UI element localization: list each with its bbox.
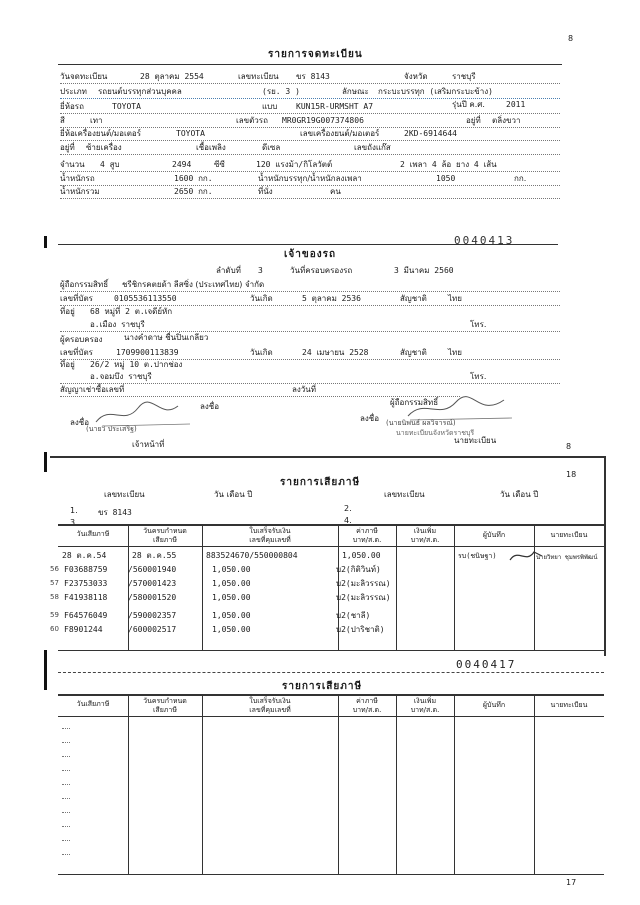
dotted-line [60,113,560,114]
dotted-line [60,154,560,155]
tax-hdr-date-1: วัน เดือน ปี [214,490,253,499]
fuel-value: ดีเซล [262,143,281,152]
dotted-line [60,185,560,186]
dotted-line [60,171,560,172]
registrar-label: นายทะเบียน [454,436,497,445]
reg-number-label: เลขทะเบียน [238,72,279,81]
dotted-line [60,305,560,306]
phone2-label: โทร. [470,372,487,381]
document-serial-number-2: 0040417 [456,658,517,671]
model-year-value: 2011 [506,100,526,109]
scan-edge-mark [44,452,47,472]
address-value: 68 หมู่ที่ 2 ต.เจดีย์หัก [90,307,173,316]
officer-label: เจ้าหน้าที่ [132,440,165,449]
hire-purchase-date-label: ลงวันที่ [292,385,317,394]
col-registrar-header-2: นายทะเบียน [550,701,588,709]
rule [58,524,604,526]
tax-date-cell: F23753033 [64,579,108,588]
cylinder-value: 4 สูบ [100,160,120,169]
page-bottom-number: 17 [566,878,577,887]
load-weight-unit: กก. [514,174,527,183]
empty-row-marker [62,840,70,841]
tax-amount-cell: 1,050.00 [342,551,381,560]
tax-hdr-date-2: วัน เดือน ปี [500,490,539,499]
col-tax-date-header: วันเสียภาษี [76,530,110,538]
dotted-line [60,383,560,384]
reg-date-value: 28 ตุลาคม 2554 [140,72,204,81]
rule [202,524,203,650]
rule [534,524,535,650]
receipt-cell: 1,050.00 [212,593,251,602]
due-date-cell: /590002357 [128,611,177,620]
birth-date2-label: วันเกิด [250,348,273,357]
tax-date-cell: F41938118 [64,593,108,602]
due-date-cell: /580001520 [128,593,177,602]
tax-amount-cell: บ2(มะลิวรรณ) [336,593,391,602]
rule [604,456,606,656]
phone-label: โทร. [470,320,487,329]
dotted-line [60,140,560,141]
due-date-cell: /560001940 [128,565,177,574]
due-date-cell: /570001423 [128,579,177,588]
possession-date-value: 3 มีนาคม 2560 [394,266,454,275]
rule [58,244,558,245]
tax-date-cell: 28 ต.ค.54 [62,551,107,560]
dotted-line [60,291,560,292]
nationality2-value: ไทย [448,348,462,357]
reg-date-label: วันจดทะเบียน [60,72,108,81]
receipt-cell: 1,050.00 [212,611,251,620]
registrar-title-text: นายทะเบียนจังหวัดราชบุรี [396,429,475,437]
vin-location-value: ตลิ่งขวา [492,116,521,125]
characteristic-value: กระบะบรรทุก (เสริมกระบะข้าง) [378,87,493,96]
dotted-line [60,331,560,332]
empty-row-marker [62,728,70,729]
seats-unit: คน [330,187,341,196]
due-date-cell: /600002517 [128,625,177,634]
receipt-cell: 1,050.00 [212,625,251,634]
registrar-cell: นายวิทยา ชุมพรพิพัฒน์ [536,554,598,561]
vehicle-class-value: (รย. 3 ) [262,87,300,96]
seats-label: ที่นั่ง [258,187,273,196]
col-tax-date-header-2: วันเสียภาษี [76,700,110,708]
card-number2-label: เลขที่บัตร [60,348,93,357]
rule [58,672,604,673]
color-label: สี [60,116,65,125]
row-year: 58 [50,593,59,601]
rule [58,64,562,65]
empty-row-marker [62,742,70,743]
row-year: 60 [50,625,59,633]
sequence-value: 3 [258,266,263,275]
address3-value: 26/2 หมู่ 10 ต.ปากช่อง [90,360,183,369]
axle-value: 2 เพลา 4 ล้อ ยาง 4 เส้น [400,160,497,169]
nationality2-label: สัญชาติ [400,348,427,357]
model-label: แบบ [262,102,278,111]
engine-brand-value: TOYOTA [176,129,205,138]
province-value: ราชบุรี [452,72,476,81]
engine-number-value: 2KD-6914644 [404,129,457,138]
color-value: เทา [90,116,103,125]
empty-row-marker [62,826,70,827]
vehicle-type-value: รถยนต์บรรทุกส่วนบุคคล [98,87,182,96]
tax-title-2: รายการเสียภาษี [282,681,363,692]
engine-brand-label: ยี่ห้อเครื่องยนต์/มอเตอร์ [60,129,142,138]
rule [58,716,604,717]
tax-amount-cell: บ2(กิติวินท์) [336,565,381,574]
engine-location-value: ซ้ายเครื่อง [86,143,122,152]
col-extra-header: เงินเพิ่ม บาท/ส.ต. [410,527,440,544]
registration-title: รายการจดทะเบียน [268,49,363,60]
vin-value: MR0GR19G007374806 [282,116,364,125]
total-weight-value: 2650 กก. [174,187,213,196]
sequence-label: ลำดับที่ [216,266,241,275]
row-year: 57 [50,579,59,587]
vehicle-weight-value: 1600 กก. [174,174,213,183]
registrar-name: (นายนิพนธ์ ผลวิจารณ์) [386,419,456,427]
col-extra-header-2: เงินเพิ่ม บาท/ส.ต. [410,697,440,714]
rule [454,524,455,650]
col-receipt-header: ใบเสร็จรับเงิน เลขที่คุมเลขที่ [249,527,291,544]
birth-date-value: 5 ตุลาคม 2536 [302,294,361,303]
rule [396,524,397,650]
possessor-label: ผู้ครอบครอง [60,335,103,344]
tax-amount-cell: บ2(ปาริชาติ) [336,625,385,634]
recorder-cell: รบ(ชนิษฐา) [458,552,497,560]
col-due-header: วันครบกำหนด เสียภาษี [143,527,187,544]
col-recorder-header-2: ผู้บันทึก [482,701,506,709]
col-tax-header-2: ค่าภาษี บาท/ส.ต. [352,697,382,714]
load-weight-label: น้ำหนักบรรทุก/น้ำหนักลงเพลา [258,174,362,183]
birth-date2-value: 24 เมษายน 2528 [302,348,369,357]
nationality-label: สัญชาติ [400,294,427,303]
possession-date-label: วันที่ครอบครองรถ [290,266,353,275]
tax-hdr-reg-2: เลขทะเบียน [384,490,425,499]
rule [58,874,604,875]
model-year-label: รุ่นปี ค.ศ. [452,100,485,109]
tax-amount-cell: บ2(ชาลี) [336,611,371,620]
dotted-line [60,83,560,84]
sign-label: ลงชื่อ [200,402,220,411]
col-receipt-header-2: ใบเสร็จรับเงิน เลขที่คุมเลขที่ [249,697,291,714]
dotted-line [60,127,560,128]
empty-row-marker [62,854,70,855]
rule [50,456,606,458]
receipt-cell: 1,050.00 [212,579,251,588]
col-recorder-header: ผู้บันทึก [482,531,506,539]
vin-location-label: อยู่ที่ [466,116,481,125]
rule [58,650,604,651]
due-date-cell: 28 ต.ค.55 [132,551,177,560]
card-number-label: เลขที่บัตร [60,294,93,303]
brand-value: TOYOTA [112,102,141,111]
rule [58,694,604,696]
rule [128,694,129,874]
empty-row-marker [62,812,70,813]
stamp-signature-icon [506,546,546,566]
tax-date-cell: F03688759 [64,565,108,574]
engine-number-label: เลขเครื่องยนต์/มอเตอร์ [300,129,380,138]
holder-sign-label: ผู้ถือกรรมสิทธิ์ [390,398,439,407]
characteristic-label: ลักษณะ [342,87,369,96]
engine-location-label: อยู่ที่ [60,143,75,152]
reg-number-value: ขร 8143 [296,72,330,81]
officer-sign-label: ลงชื่อ [70,418,90,427]
dotted-line [60,98,560,99]
registrar-sign-label: ลงชื่อ [360,414,380,423]
tax-amount-cell: บ2(มะลิวรรณ) [336,579,391,588]
rule [396,694,397,874]
cc-unit: ซีซี [214,160,225,169]
empty-row-marker [62,798,70,799]
gas-tank-label: เลขถังแก๊ส [354,143,391,152]
fuel-label: เชื้อเพลิง [196,143,226,152]
hire-purchase-label: สัญญาเช่าซื้อเลขที่ [60,385,125,394]
empty-row-marker [62,784,70,785]
rule [454,694,455,874]
load-weight-value: 1050 [436,174,456,183]
address4-value: อ.จอมบึง ราชบุรี [90,372,152,381]
document-serial-number: 0040413 [454,234,515,247]
rule [534,694,535,874]
empty-row-marker [62,756,70,757]
rule [338,694,339,874]
holder-value: ชรีชิกรคตยด้า ลีสซิ่ง (ประเทศไทย) จำกัด [122,280,265,289]
tax-num-4: 4. [344,516,352,525]
dotted-line [60,198,560,199]
possessor-value: นางคำดาษ ชื่นปิ่นเกลียว [124,333,209,342]
vin-label: เลขตัวรถ [236,116,268,125]
tax-date-cell: F8901244 [64,625,103,634]
col-due-header-2: วันครบกำหนด เสียภาษี [143,697,187,714]
cc-value: 2494 [172,160,192,169]
tax-num-1: 1. [70,506,78,515]
page-mid-number-2: 18 [566,470,577,479]
scan-edge-mark [44,650,47,690]
empty-row-marker [62,770,70,771]
nationality-value: ไทย [448,294,462,303]
officer-name: (นายวิ ประเสริฐ) [86,425,137,433]
scan-edge-mark [44,236,47,248]
vehicle-weight-label: น้ำหนักรถ [60,174,95,183]
owner-title: เจ้าของรถ [284,249,337,260]
province-label: จังหวัด [404,72,428,81]
receipt-cell: 1,050.00 [212,565,251,574]
total-weight-label: น้ำหนักรวม [60,187,100,196]
card-number2-value: 1709900113839 [116,348,179,357]
row-year: 59 [50,611,59,619]
tax-num-3: 3. [70,518,78,527]
row-year: 56 [50,565,59,573]
address2-label: ที่อยู่ [60,360,75,369]
horsepower-value: 120 แรงม้า/กิโลวัตต์ [256,160,333,169]
brand-label: ยี่ห้อรถ [60,102,84,111]
tax-num-2: 2. [344,504,352,513]
tax-reg-value: ขร 8143 [98,508,132,517]
card-number-value: 0105536113550 [114,294,177,303]
page-mid-number: 8 [566,442,572,451]
cylinder-label: จำนวน [60,160,85,169]
col-tax-header: ค่าภาษี บาท/ส.ต. [352,527,382,544]
col-registrar-header: นายทะเบียน [550,531,588,539]
page-corner-number: 8 [568,34,574,43]
address-line2-value: อ.เมือง ราชบุรี [90,320,145,329]
receipt-cell: 883524670/550000804 [206,551,298,560]
rule [202,694,203,874]
birth-date-label: วันเกิด [250,294,273,303]
tax-hdr-reg-1: เลขทะเบียน [104,490,145,499]
holder-label: ผู้ถือกรรมสิทธิ์ [60,280,109,289]
tax-date-cell: F64576049 [64,611,108,620]
tax-title-1: รายการเสียภาษี [280,477,361,488]
address-label: ที่อยู่ [60,307,75,316]
vehicle-type-label: ประเภท [60,87,87,96]
model-value: KUN15R-URMSHT A7 [296,102,374,111]
